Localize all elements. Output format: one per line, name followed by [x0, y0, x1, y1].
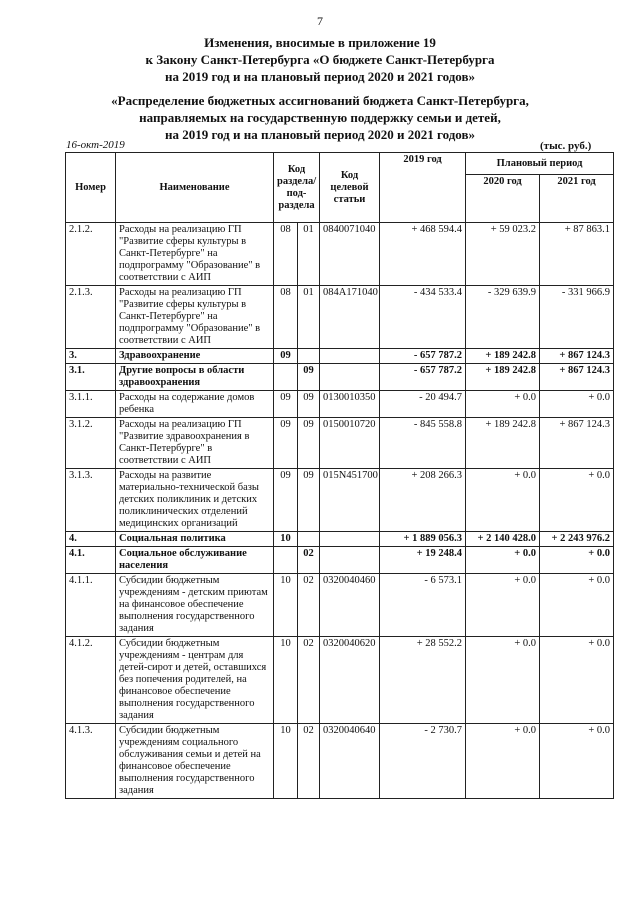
- col-2021-header: 2021 год: [540, 175, 614, 223]
- table-row: [66, 418, 614, 469]
- budget-table: [65, 152, 614, 799]
- row-subsection-code: 02: [298, 547, 320, 574]
- table-row: [66, 469, 614, 532]
- row-name: Субсидии бюджетным учреждениям - детским приютам на финансовое обеспечение выполнения государственного задания: [116, 574, 274, 637]
- heading-line: к Закону Санкт-Петербурга «О бюджете Санкт-Петербурга: [145, 52, 495, 67]
- row-value-2021: + 867 124.3: [540, 349, 614, 364]
- row-value-2021: + 0.0: [540, 391, 614, 418]
- row-value-2021: + 87 863.1: [540, 223, 614, 286]
- row-target-code: [320, 349, 380, 364]
- row-value-2019: - 20 494.7: [380, 391, 466, 418]
- row-value-2021: + 867 124.3: [540, 418, 614, 469]
- row-target-code: 084А171040: [320, 286, 380, 349]
- document-date: 16-окт-2019: [66, 139, 125, 151]
- table-row: [66, 547, 614, 574]
- row-target-code: [320, 532, 380, 547]
- row-value-2020: + 0.0: [466, 391, 540, 418]
- row-section-code: 09: [274, 391, 298, 418]
- row-section-code: 09: [274, 469, 298, 532]
- row-subsection-code: 09: [298, 364, 320, 391]
- row-section-code: 09: [274, 349, 298, 364]
- row-value-2020: + 0.0: [466, 469, 540, 532]
- table-row: [66, 532, 614, 547]
- row-subsection-code: 09: [298, 418, 320, 469]
- row-section-code: [274, 547, 298, 574]
- row-value-2019: + 28 552.2: [380, 637, 466, 724]
- page-number: 7: [317, 14, 323, 28]
- row-name: Другие вопросы в области здравоохранения: [116, 364, 274, 391]
- row-value-2021: + 2 243 976.2: [540, 532, 614, 547]
- row-number: 3.1.2.: [66, 418, 116, 469]
- row-target-code: [320, 547, 380, 574]
- row-target-code: 0320040640: [320, 724, 380, 799]
- row-section-code: 10: [274, 532, 298, 547]
- heading-line: Изменения, вносимые в приложение 19: [204, 35, 436, 50]
- row-value-2020: + 189 242.8: [466, 364, 540, 391]
- row-value-2020: + 59 023.2: [466, 223, 540, 286]
- row-value-2020: + 0.0: [466, 637, 540, 724]
- row-number: 4.1.1.: [66, 574, 116, 637]
- row-name: Субсидии бюджетным учреждениям социального обслуживания семьи и детей на финансовое обеспечение выполнения государственного задания: [116, 724, 274, 799]
- row-value-2019: - 845 558.8: [380, 418, 466, 469]
- row-subsection-code: 02: [298, 724, 320, 799]
- row-section-code: 09: [274, 418, 298, 469]
- table-row: [66, 349, 614, 364]
- row-subsection-code: 02: [298, 637, 320, 724]
- row-number: 3.1.3.: [66, 469, 116, 532]
- col-2020-header: 2020 год: [466, 175, 540, 223]
- row-section-code: 08: [274, 223, 298, 286]
- row-target-code: 0320040460: [320, 574, 380, 637]
- row-value-2019: + 19 248.4: [380, 547, 466, 574]
- row-number: 3.: [66, 349, 116, 364]
- row-name: Расходы на содержание домов ребенка: [116, 391, 274, 418]
- row-number: 4.1.2.: [66, 637, 116, 724]
- table-row: [66, 223, 614, 286]
- row-target-code: 0150010720: [320, 418, 380, 469]
- row-number: 4.1.: [66, 547, 116, 574]
- row-value-2019: + 468 594.4: [380, 223, 466, 286]
- row-value-2021: + 0.0: [540, 547, 614, 574]
- col-number-header: Номер: [66, 153, 116, 223]
- row-target-code: 015N451700: [320, 469, 380, 532]
- row-subsection-code: [298, 532, 320, 547]
- table-row: [66, 286, 614, 349]
- table-row: [66, 637, 614, 724]
- row-value-2020: + 189 242.8: [466, 418, 540, 469]
- row-number: 3.1.1.: [66, 391, 116, 418]
- col-section-header: Код раздела/ под-раздела: [274, 153, 320, 223]
- row-value-2019: - 6 573.1: [380, 574, 466, 637]
- row-number: 3.1.: [66, 364, 116, 391]
- row-target-code: 0840071040: [320, 223, 380, 286]
- row-section-code: 10: [274, 637, 298, 724]
- row-target-code: [320, 364, 380, 391]
- row-value-2021: - 331 966.9: [540, 286, 614, 349]
- row-value-2019: - 2 730.7: [380, 724, 466, 799]
- row-number: 2.1.2.: [66, 223, 116, 286]
- subheading-line: направляемых на государственную поддержку семьи и детей,: [139, 110, 501, 125]
- row-value-2020: + 0.0: [466, 574, 540, 637]
- col-name-header: Наименование: [116, 153, 274, 223]
- row-name: Социальная политика: [116, 532, 274, 547]
- row-name: Расходы на реализацию ГП "Развитие здравоохранения в Санкт-Петербурге" в соответствии с АИП: [116, 418, 274, 469]
- row-number: 4.: [66, 532, 116, 547]
- document-subheading: [0, 92, 640, 143]
- row-name: Расходы на реализацию ГП "Развитие сферы культуры в Санкт-Петербурге" на подпрограмму "Образование" в соответствии с АИП: [116, 223, 274, 286]
- row-value-2019: - 657 787.2: [380, 349, 466, 364]
- heading-line: на 2019 год и на плановый период 2020 и 2021 годов»: [164, 69, 475, 84]
- row-subsection-code: 01: [298, 223, 320, 286]
- table-row: [66, 391, 614, 418]
- row-value-2020: + 0.0: [466, 724, 540, 799]
- row-subsection-code: 09: [298, 391, 320, 418]
- col-target-header: Код целевой статьи: [320, 153, 380, 223]
- row-value-2021: + 0.0: [540, 637, 614, 724]
- subheading-line: на 2019 год и на плановый период 2020 и 2021 годов»: [164, 127, 475, 142]
- row-value-2019: + 1 889 056.3: [380, 532, 466, 547]
- row-section-code: [274, 364, 298, 391]
- row-section-code: 08: [274, 286, 298, 349]
- table-row: [66, 364, 614, 391]
- row-number: 2.1.3.: [66, 286, 116, 349]
- row-name: Субсидии бюджетным учреждениям - центрам для детей-сирот и детей, оставшихся без попечения родителей, на финансовое обеспечение выполнения государственного задания: [116, 637, 274, 724]
- row-value-2021: + 0.0: [540, 469, 614, 532]
- row-name: Социальное обслуживание населения: [116, 547, 274, 574]
- row-name: Расходы на развитие материально-технической базы детских поликлиник и детских поликлинических отделений медицинских организаций: [116, 469, 274, 532]
- row-value-2021: + 0.0: [540, 724, 614, 799]
- units-label: (тыс. руб.): [540, 140, 592, 152]
- row-value-2020: + 0.0: [466, 547, 540, 574]
- row-value-2020: + 2 140 428.0: [466, 532, 540, 547]
- row-value-2020: + 189 242.8: [466, 349, 540, 364]
- row-target-code: 0320040620: [320, 637, 380, 724]
- row-subsection-code: [298, 349, 320, 364]
- row-value-2019: - 657 787.2: [380, 364, 466, 391]
- row-value-2021: + 0.0: [540, 574, 614, 637]
- col-2019-header: 2019 год: [380, 153, 466, 223]
- document-heading: [0, 34, 640, 85]
- row-subsection-code: 09: [298, 469, 320, 532]
- table-row: [66, 574, 614, 637]
- row-subsection-code: 01: [298, 286, 320, 349]
- row-number: 4.1.3.: [66, 724, 116, 799]
- row-section-code: 10: [274, 724, 298, 799]
- row-name: Здравоохранение: [116, 349, 274, 364]
- row-section-code: 10: [274, 574, 298, 637]
- row-value-2019: + 208 266.3: [380, 469, 466, 532]
- row-value-2021: + 867 124.3: [540, 364, 614, 391]
- row-value-2019: - 434 533.4: [380, 286, 466, 349]
- row-name: Расходы на реализацию ГП "Развитие сферы культуры в Санкт-Петербурге" на подпрограмму "Образование" в соответствии с АИП: [116, 286, 274, 349]
- row-subsection-code: 02: [298, 574, 320, 637]
- row-target-code: 0130010350: [320, 391, 380, 418]
- col-planned-header: Плановый период: [466, 153, 614, 175]
- table-body: [66, 223, 614, 799]
- row-value-2020: - 329 639.9: [466, 286, 540, 349]
- subheading-line: «Распределение бюджетных ассигнований бюджета Санкт-Петербурга,: [111, 93, 529, 108]
- table-row: [66, 724, 614, 799]
